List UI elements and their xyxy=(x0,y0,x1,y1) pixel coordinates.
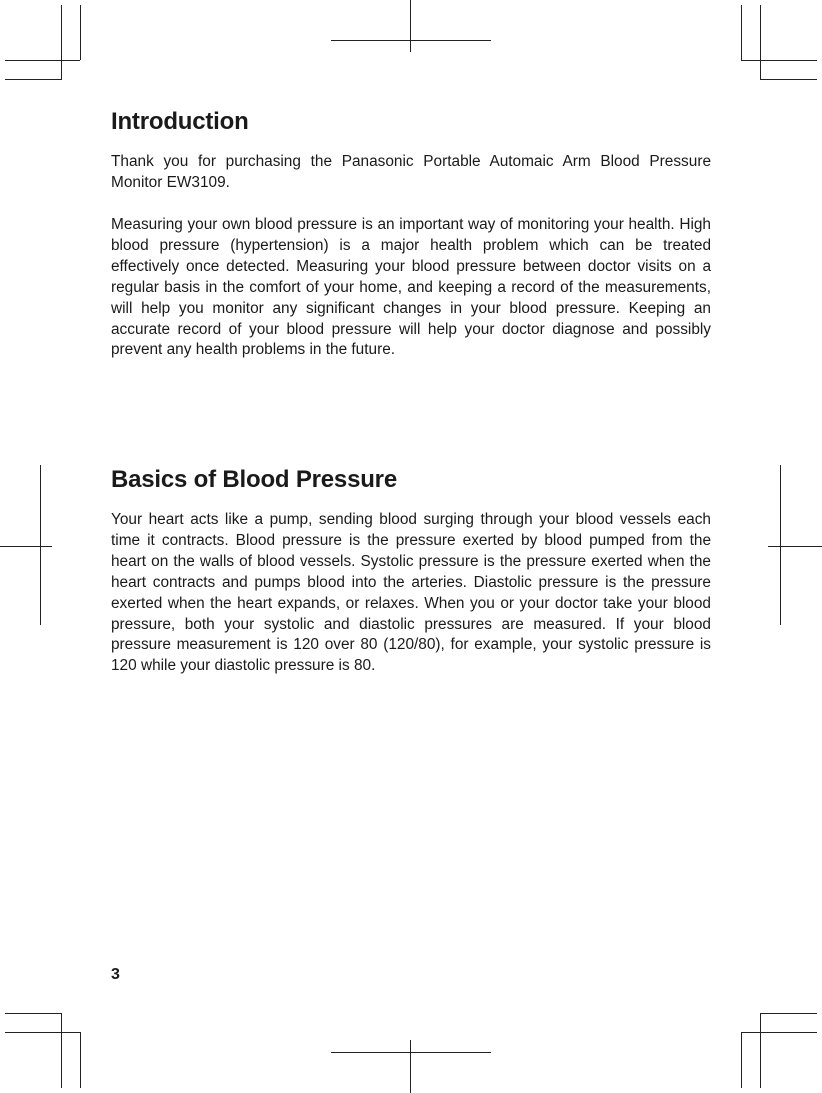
crop-mark-bottom-right-vertical xyxy=(760,1013,761,1088)
crop-mark-bottom-left-vertical xyxy=(61,1013,62,1088)
crop-mark-bottom-left-horizontal xyxy=(5,1013,62,1014)
crop-mark-bottom-left-vertical xyxy=(80,1032,81,1088)
crop-mark-top-left-vertical xyxy=(61,5,62,80)
crop-mark-top-right-vertical xyxy=(760,5,761,80)
basics-paragraph-1: Your heart acts like a pump, sending blood surging through your blood vessels each time it contracts. Blood pressure is the pressure exerted by blood pumped from the heart on the walls of blood vessels. Systolic pressure is the pressure exerted when the heart contracts and pumps blood into the arteries. Diastolic pressure is the pressure exerted when the heart expands, or relaxes. When you or your doctor take your blood pressure, both your systolic and diastolic pressures are measured. If your blood pressure measurement is 120 over 80 (120/80), for example, your systolic pressure is 120 while your diastolic pressure is 80. xyxy=(111,511,711,675)
registration-mark-top-horizontal xyxy=(331,40,491,41)
intro-paragraph-2: Measuring your own blood pressure is an important way of monitoring your health. High blood pressure (hypertension) is a major health problem which can be treated effectively once detected. Measuring your blood pressure between doctor visits on a regular basis in the comfort of your home, and keeping a record of the measurements, will help you monitor any significant changes in your blood pressure. Keeping an accurate record of your blood pressure will help your doctor diagnose and possibly prevent any health problems in the future. xyxy=(111,216,711,359)
page-number: 3 xyxy=(111,966,120,983)
registration-mark-right-horizontal xyxy=(768,546,822,547)
crop-mark-top-right-vertical xyxy=(741,5,742,60)
crop-mark-bottom-right-vertical xyxy=(741,1032,742,1088)
crop-mark-bottom-right-horizontal xyxy=(741,1032,817,1033)
intro-paragraph-1: Thank you for purchasing the Panasonic Portable Automaic Arm Blood Pressure Monitor EW3109. xyxy=(111,153,711,191)
crop-mark-top-left-vertical xyxy=(80,5,81,60)
registration-mark-left-vertical xyxy=(40,465,41,625)
registration-mark-left-horizontal xyxy=(0,546,52,547)
registration-mark-right-vertical xyxy=(780,465,781,625)
crop-mark-top-left-horizontal xyxy=(5,79,62,80)
registration-mark-bottom-vertical xyxy=(410,1040,411,1093)
crop-mark-top-right-horizontal xyxy=(741,60,817,61)
registration-mark-bottom-horizontal xyxy=(331,1052,491,1053)
crop-mark-top-right-horizontal xyxy=(760,79,817,80)
section-title-introduction: Introduction xyxy=(111,108,249,135)
section-title-basics-of-blood-pressure: Basics of Blood Pressure xyxy=(111,466,397,493)
registration-mark-top-vertical xyxy=(410,0,411,52)
crop-mark-top-left-horizontal xyxy=(5,60,80,61)
crop-mark-bottom-right-horizontal xyxy=(760,1013,817,1014)
crop-mark-bottom-left-horizontal xyxy=(5,1032,80,1033)
